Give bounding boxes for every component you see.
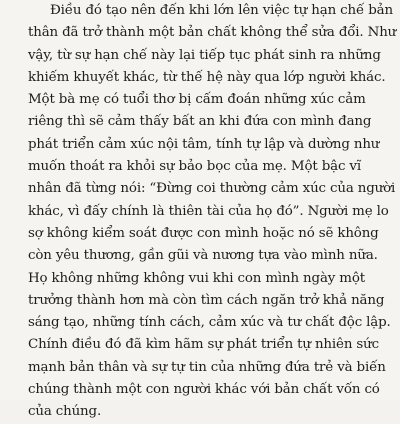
text-line: vậy, từ sự hạn chế này lại tiếp tục phát sinh ra những (28, 47, 381, 63)
text-line: khiếm khuyết khác, từ thế hệ này qua lớp người khác. (28, 69, 386, 85)
body-text (28, 0, 397, 424)
text-line: sáng tạo, những tính cách, cảm xúc và tư chất độc lập. (28, 315, 391, 331)
text-line: còn yêu thương, gần gũi và nương tựa vào mình nữa. (28, 248, 378, 264)
text-line: sợ không kiểm soát được con mình hoặc nó sẽ không (28, 225, 379, 241)
text-line: chúng thành một con người khác với bản chất vốn có (28, 382, 380, 398)
text-line: Chính điều đó đã kìm hãm sự phát triển tự nhiên sức (28, 337, 379, 353)
text-line: phát triển cảm xúc nội tâm, tính tự lập và dường như (28, 136, 380, 152)
text-line: Điều đó tạo nên đến khi lớn lên việc tự hạn chế bản (50, 3, 393, 18)
text-line: mạnh bản thân và sự tự tin của những đứa trẻ và biến (28, 359, 386, 375)
text-line: Họ không những không vui khi con mình ngày một (28, 270, 366, 286)
text-line: muốn thoát ra khỏi sự bảo bọc của mẹ. Một bậc vĩ (28, 159, 361, 175)
text-line: thân đã trở thành một bản chất không thể sửa đổi. Như (28, 25, 397, 41)
text-line: riêng thì sẽ cảm thấy bất an khi đứa con mình đang (28, 114, 372, 130)
text-line: khác, vì đấy chính là thiên tài của họ đó”. Người mẹ lo (28, 203, 389, 219)
text-line: của chúng. (28, 404, 102, 420)
text-line: Một bà mẹ có tuổi thơ bị cấm đoán những xúc cảm (28, 92, 366, 108)
text-line: trưởng thành hơn mà còn tìm cách ngăn trở khả năng (28, 292, 385, 308)
text-line: nhân đã từng nói: “Đừng coi thường cảm xúc của người (28, 181, 396, 197)
